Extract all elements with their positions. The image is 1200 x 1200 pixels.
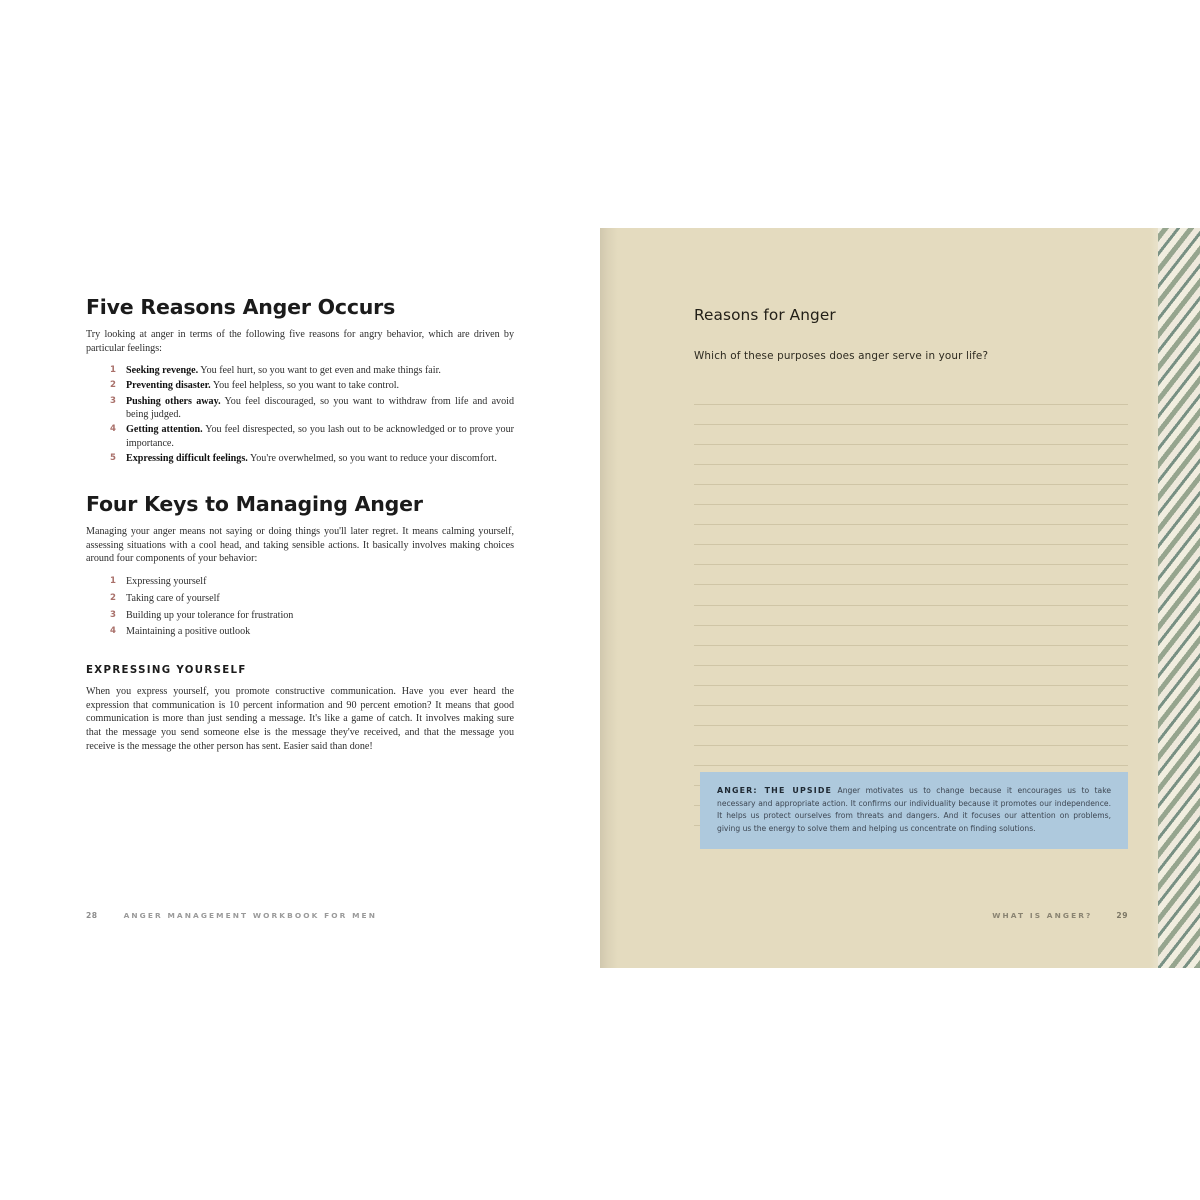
- section-title-four-keys: Four Keys to Managing Anger: [86, 492, 423, 517]
- list-item: [112, 423, 514, 450]
- left-running-head: ANGER MANAGEMENT WORKBOOK FOR MEN: [123, 911, 377, 920]
- writing-line[interactable]: [694, 545, 1128, 565]
- list-item: Building up your tolerance for frustration: [126, 609, 294, 621]
- left-page-number: 28: [86, 911, 98, 920]
- section1-intro-paragraph: Try looking at anger in terms of the following five reasons for angry behavior, which are driven by particular feelings:: [86, 328, 514, 354]
- callout-label: ANGER: THE UPSIDE: [717, 786, 833, 795]
- list-item-text: You feel hurt, so you want to get even and make things fair.: [198, 365, 441, 377]
- writing-line[interactable]: [694, 445, 1128, 465]
- right-page-footer: [992, 911, 1128, 920]
- writing-line[interactable]: [694, 626, 1128, 646]
- left-page-footer: [86, 911, 377, 920]
- list-item: [112, 395, 514, 422]
- decorative-striped-edge: [1158, 228, 1200, 968]
- list-item-lead: Expressing difficult feelings.: [126, 453, 248, 465]
- writing-line[interactable]: [694, 565, 1128, 585]
- four-keys-list: [86, 575, 514, 639]
- list-item-lead: Seeking revenge.: [126, 365, 199, 377]
- five-reasons-list: [86, 364, 514, 466]
- right-page: [600, 228, 1200, 968]
- callout-text: Anger motivates us to change because it encourages us to take necessary and appropriate action. It confirms our individuality because it promotes our independence. It helps us protect ourselves from threats and dangers. And it focuses our attention on problems, giving us the energy to solve them and helping us concentrate on finding solutions.: [717, 786, 1111, 833]
- list-item-text: You feel discouraged, so you want to withdraw from life and avoid being judged.: [126, 395, 514, 421]
- callout-anger-the-upside: [700, 772, 1128, 849]
- right-page-number: 29: [1116, 911, 1128, 920]
- writing-line[interactable]: [694, 505, 1128, 525]
- writing-line[interactable]: [694, 525, 1128, 545]
- writing-line[interactable]: [694, 726, 1128, 746]
- writing-line[interactable]: [694, 606, 1128, 626]
- list-item: Expressing yourself: [126, 575, 207, 587]
- writing-line[interactable]: [694, 686, 1128, 706]
- writing-line[interactable]: [694, 425, 1128, 445]
- list-item-text: You're overwhelmed, so you want to reduce your discomfort.: [247, 453, 497, 465]
- list-item-lead: Pushing others away.: [126, 395, 221, 407]
- subheading-expressing-yourself: EXPRESSING YOURSELF: [86, 665, 247, 677]
- expressing-yourself-body: When you express yourself, you promote constructive communication. Have you ever heard the expression that communication is 10 percent information and 90 percent emotion? It means that good communication is more than just sending a message. It's like a game of catch. It involves making sure that the message you send someone else is the message they've received, and that the message you receive is the message the other person has sent. Easier said than done!: [86, 686, 514, 752]
- list-item: [112, 364, 514, 378]
- writing-line[interactable]: [694, 666, 1128, 686]
- list-item-lead: Preventing disaster.: [126, 380, 211, 392]
- list-item: Taking care of yourself: [126, 592, 220, 604]
- worksheet-prompt: Which of these purposes does anger serve in your life?: [694, 350, 989, 362]
- list-item-text: You feel disrespected, so you lash out to be acknowledged or to prove your importance.: [126, 424, 514, 450]
- worksheet-title: Reasons for Anger: [694, 306, 836, 324]
- writing-line[interactable]: [694, 405, 1128, 425]
- left-page: [0, 228, 600, 968]
- list-item: Maintaining a positive outlook: [126, 626, 251, 638]
- writing-line[interactable]: [694, 706, 1128, 726]
- writing-lines[interactable]: [694, 385, 1128, 826]
- section2-intro-paragraph: Managing your anger means not saying or doing things you'll later regret. It means calming yourself, assessing situations with a cool head, and taking sensible actions. It basically involves making choices around four components of your behavior:: [86, 526, 514, 565]
- right-running-head: WHAT IS ANGER?: [992, 911, 1093, 920]
- list-item: [112, 379, 514, 393]
- writing-line[interactable]: [694, 485, 1128, 505]
- list-item: [112, 452, 514, 466]
- list-item-lead: Getting attention.: [126, 424, 203, 436]
- writing-line[interactable]: [694, 385, 1128, 405]
- left-text-column: [86, 296, 514, 757]
- writing-line[interactable]: [694, 585, 1128, 605]
- writing-line[interactable]: [694, 465, 1128, 485]
- writing-line[interactable]: [694, 646, 1128, 666]
- section-title-five-reasons: Five Reasons Anger Occurs: [86, 295, 396, 319]
- list-item-text: You feel helpless, so you want to take control.: [210, 380, 400, 392]
- writing-line[interactable]: [694, 746, 1128, 766]
